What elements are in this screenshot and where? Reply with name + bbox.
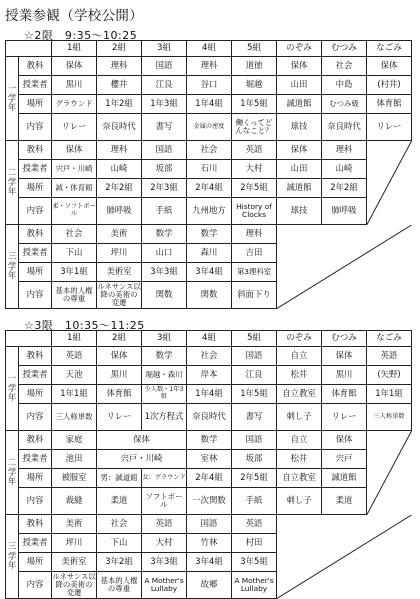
cell: 保体 [277,141,322,160]
cell: 宍戸・川崎 [97,450,187,469]
cell: 室林 [187,450,232,469]
grade-1-label: 一 学 年 [6,347,19,431]
col-header-4: 4組 [187,331,232,347]
cell: 書写 [232,404,277,431]
cell: 岸本 [187,366,232,385]
cell: (矢野) [367,366,412,385]
col-header-nagomi: なごみ [367,41,412,57]
row-label-teacher: 授業者 [19,450,52,469]
grade-1-label: 一 学 年 [6,57,19,141]
row-label-place: 場所 [19,263,52,282]
cell: 2年2組 [97,179,142,198]
cell: 保体 [322,431,367,450]
cell: 国語 [142,57,187,76]
cell: 保体 [277,57,322,76]
cell: 三人称単数 [367,404,412,431]
cell: 刺し子 [277,404,322,431]
cell: 三人称単数 [52,404,97,431]
cell: 1年4組 [187,95,232,114]
header-corner [6,41,52,57]
row-label-content: 内容 [19,282,52,309]
cell: 英語 [232,141,277,160]
row-label-content: 内容 [19,198,52,225]
cell: 2年3組 [142,179,187,198]
cell: 黒川 [322,366,367,385]
row-label-teacher: 授業者 [19,534,52,553]
cell: 坪川 [52,534,97,553]
cell: 1年5組 [232,95,277,114]
col-header-3: 3組 [142,331,187,347]
cell: 黒川 [97,366,142,385]
cell: 保体 [52,57,97,76]
cell: 理科 [187,57,232,76]
cell: 英語 [142,515,187,534]
cell: 3年4組 [187,263,232,282]
row-label-subject: 教科 [19,225,52,244]
period-3-table [5,330,412,599]
col-header-nozomi: のぞみ [277,331,322,347]
cell: 理科 [232,225,277,244]
cell: 誠道館 [277,179,322,198]
cell: 手紙 [142,198,187,225]
cell: 社会 [187,347,232,366]
row-label-subject: 教科 [19,515,52,534]
cell: 山口 [142,244,187,263]
cell: 村田 [232,534,277,553]
cell: 大村 [142,534,187,553]
cell: 社会 [97,515,142,534]
cell: 金属の密度 [187,114,232,141]
cell: 数学 [142,225,187,244]
col-header-4: 4組 [187,41,232,57]
cell: 誠・体育館 [52,179,97,198]
header-corner [6,331,52,347]
cell: 基本的人権の尊重 [52,282,97,309]
cell: (村井) [367,76,412,95]
cell: 関数 [142,282,187,309]
cell: 刺し子 [277,488,322,515]
cell: 体育館 [367,95,412,114]
cell: 裁縫 [52,488,97,515]
cell: リレー [52,114,97,141]
cell: むつみ級 [322,95,367,114]
cell: 2年5組 [232,469,277,488]
cell: 書写 [142,114,187,141]
cell: 宍戸 [322,450,367,469]
cell: 少人数・1年3組 [142,385,187,404]
cell: 体育館 [322,385,367,404]
cell: 国語 [232,347,277,366]
row-label-place: 場所 [19,385,52,404]
col-header-1: 1組 [52,331,97,347]
cell: 保体 [367,57,412,76]
row-label-teacher: 授業者 [19,366,52,385]
cell: 下山 [97,534,142,553]
cell: 柔・ソフトボール [52,198,97,225]
cell: 関数 [187,282,232,309]
cell: 3年3組 [142,553,187,572]
cell: リレー [367,114,412,141]
cell: 奈良時代 [187,404,232,431]
cell: 数学 [187,225,232,244]
cell: 斜面下り [232,282,277,309]
cell: 山田 [277,76,322,95]
cell: 1年1組 [367,385,412,404]
period-2-heading: ☆2限 9:35～10:25 [24,29,138,42]
cell: 櫻井 [97,76,142,95]
cell: 松井 [277,450,322,469]
cell: 山田 [277,160,322,179]
cell: 下山 [52,244,97,263]
cell: 球技 [277,198,322,225]
cell: 体育館 [97,385,142,404]
cell: 自立 [277,431,322,450]
cell: A Mother's Lullaby [232,572,277,599]
cell: 3年1組 [52,263,97,282]
row-label-place: 場所 [19,469,52,488]
col-header-3: 3組 [142,41,187,57]
cell: 2年5組 [232,179,277,198]
cell: 坂部 [232,450,277,469]
cell: 谷口 [187,76,232,95]
cell: 第3理科室 [232,263,277,282]
cell: 坪川 [97,244,142,263]
cell: 美術 [97,225,142,244]
cell: 3年5組 [232,553,277,572]
grade-3-label: 三 学 年 [6,515,19,599]
cell: 美術室 [97,263,142,282]
cell: 英語 [232,515,277,534]
cell: グラウンド [52,95,97,114]
cell: 保体 [97,431,187,450]
row-label-subject: 教科 [19,57,52,76]
cell: 山崎 [322,160,367,179]
cell: 理科 [97,141,142,160]
cell: 森川 [187,244,232,263]
page-title: 授業参観（学校公開） [5,8,143,24]
row-label-place: 場所 [19,553,52,572]
col-header-2: 2組 [97,41,142,57]
empty-diagonal-cell [277,225,412,309]
row-label-place: 場所 [19,95,52,114]
cell: 奈良時代 [322,114,367,141]
cell: 一次関数 [187,488,232,515]
cell: 江良 [232,366,277,385]
cell: 保体 [52,141,97,160]
cell: 天池 [52,366,97,385]
row-label-teacher: 授業者 [19,160,52,179]
col-header-nagomi: なごみ [367,331,412,347]
row-label-subject: 教科 [19,141,52,160]
empty-diagonal-cell [367,431,412,515]
period-3-heading: ☆3限 10:35～11:25 [24,319,145,332]
cell: 誠道館 [322,469,367,488]
row-label-teacher: 授業者 [19,76,52,95]
cell: ルネサンス以降の美術の変遷 [97,281,141,308]
cell: 池田 [52,450,97,469]
cell: 中島 [322,76,367,95]
cell: 黒川 [52,76,97,95]
cell: 2年4組 [187,469,232,488]
row-label-content: 内容 [19,572,52,599]
cell: 社会 [187,141,232,160]
grade-2-label: 二 学 年 [6,141,19,225]
row-label-content: 内容 [19,488,52,515]
period-2-table [5,40,412,309]
cell: 数学 [142,347,187,366]
cell: リレー [322,404,367,431]
cell: 宍戸・川崎 [52,160,97,179]
row-label-content: 内容 [19,114,52,141]
grade-2-label: 二 学 年 [6,431,19,515]
cell: 1年3組 [142,95,187,114]
cell: 女：グラウンド [142,469,187,488]
cell: 被服室 [52,469,97,488]
cell: 理科 [322,141,367,160]
col-header-2: 2組 [97,331,142,347]
cell: 国語 [142,141,187,160]
grade-3-label: 三 学 年 [6,225,19,309]
cell: 奈良時代 [97,114,142,141]
row-label-content: 内容 [19,404,52,431]
cell: 働くってどんなこと？ [232,114,277,141]
empty-diagonal-cell [277,515,412,599]
cell: 自立教室 [277,469,322,488]
cell: 基本的人権の尊重 [97,572,142,599]
cell: 1年5組 [232,385,277,404]
cell: 球技 [277,114,322,141]
cell: 美術室 [52,553,97,572]
cell: 肺呼吸 [322,198,367,225]
cell: 2年4組 [187,179,232,198]
cell: ソフトボール [142,488,187,515]
cell: 大村 [232,160,277,179]
cell: 理科 [97,57,142,76]
cell: 1年1組 [52,385,97,404]
cell: 石川 [187,160,232,179]
cell: リレー [97,404,142,431]
cell: 3年3組 [142,263,187,282]
col-header-nozomi: のぞみ [277,41,322,57]
empty-diagonal-cell [367,141,412,225]
cell: 英語 [367,347,412,366]
cell: 松井 [277,366,322,385]
row-label-teacher: 授業者 [19,244,52,263]
cell: 国語 [187,515,232,534]
cell: History of Clocks [232,198,277,225]
cell: 保体 [97,347,142,366]
cell: 保体 [322,347,367,366]
cell: 誠道館 [277,95,322,114]
cell: 社会 [322,57,367,76]
cell: 1年2組 [97,95,142,114]
cell: 3年2組 [97,553,142,572]
cell: 自立教室 [277,385,322,404]
cell: 竹林 [187,534,232,553]
cell: 九州地方 [187,198,232,225]
cell: 柔道 [322,488,367,515]
cell: 肺呼吸 [97,198,142,225]
cell: 故郷 [187,572,232,599]
cell: 社会 [52,225,97,244]
col-header-mutsumi: むつみ [322,41,367,57]
cell: 3年4組 [187,553,232,572]
cell: 国語 [232,431,277,450]
col-header-1: 1組 [52,41,97,57]
cell: 1年4組 [187,385,232,404]
cell: 数学 [187,431,232,450]
cell: 英語 [52,347,97,366]
cell: 江良 [142,76,187,95]
col-header-mutsumi: むつみ [322,331,367,347]
cell: 自立 [277,347,322,366]
cell: 堀越・森川 [142,366,187,385]
row-label-subject: 教科 [19,347,52,366]
col-header-5: 5組 [232,41,277,57]
cell: 家庭 [52,431,97,450]
cell: 吉田 [232,244,277,263]
cell: 柔道 [97,488,142,515]
col-header-5: 5組 [232,331,277,347]
cell: 男：誠道館 [97,469,142,488]
cell: 坂部 [142,160,187,179]
cell: 道徳 [232,57,277,76]
cell: ルネサンス以降の美術の変遷 [52,571,96,598]
cell: 1次方程式 [142,404,187,431]
cell: 手紙 [232,488,277,515]
row-label-place: 場所 [19,179,52,198]
cell: A Mother's Lullaby [142,572,187,599]
cell: 2年2組 [322,179,367,198]
cell: 堀越 [232,76,277,95]
cell: 美術 [52,515,97,534]
row-label-subject: 教科 [19,431,52,450]
cell: 山崎 [97,160,142,179]
